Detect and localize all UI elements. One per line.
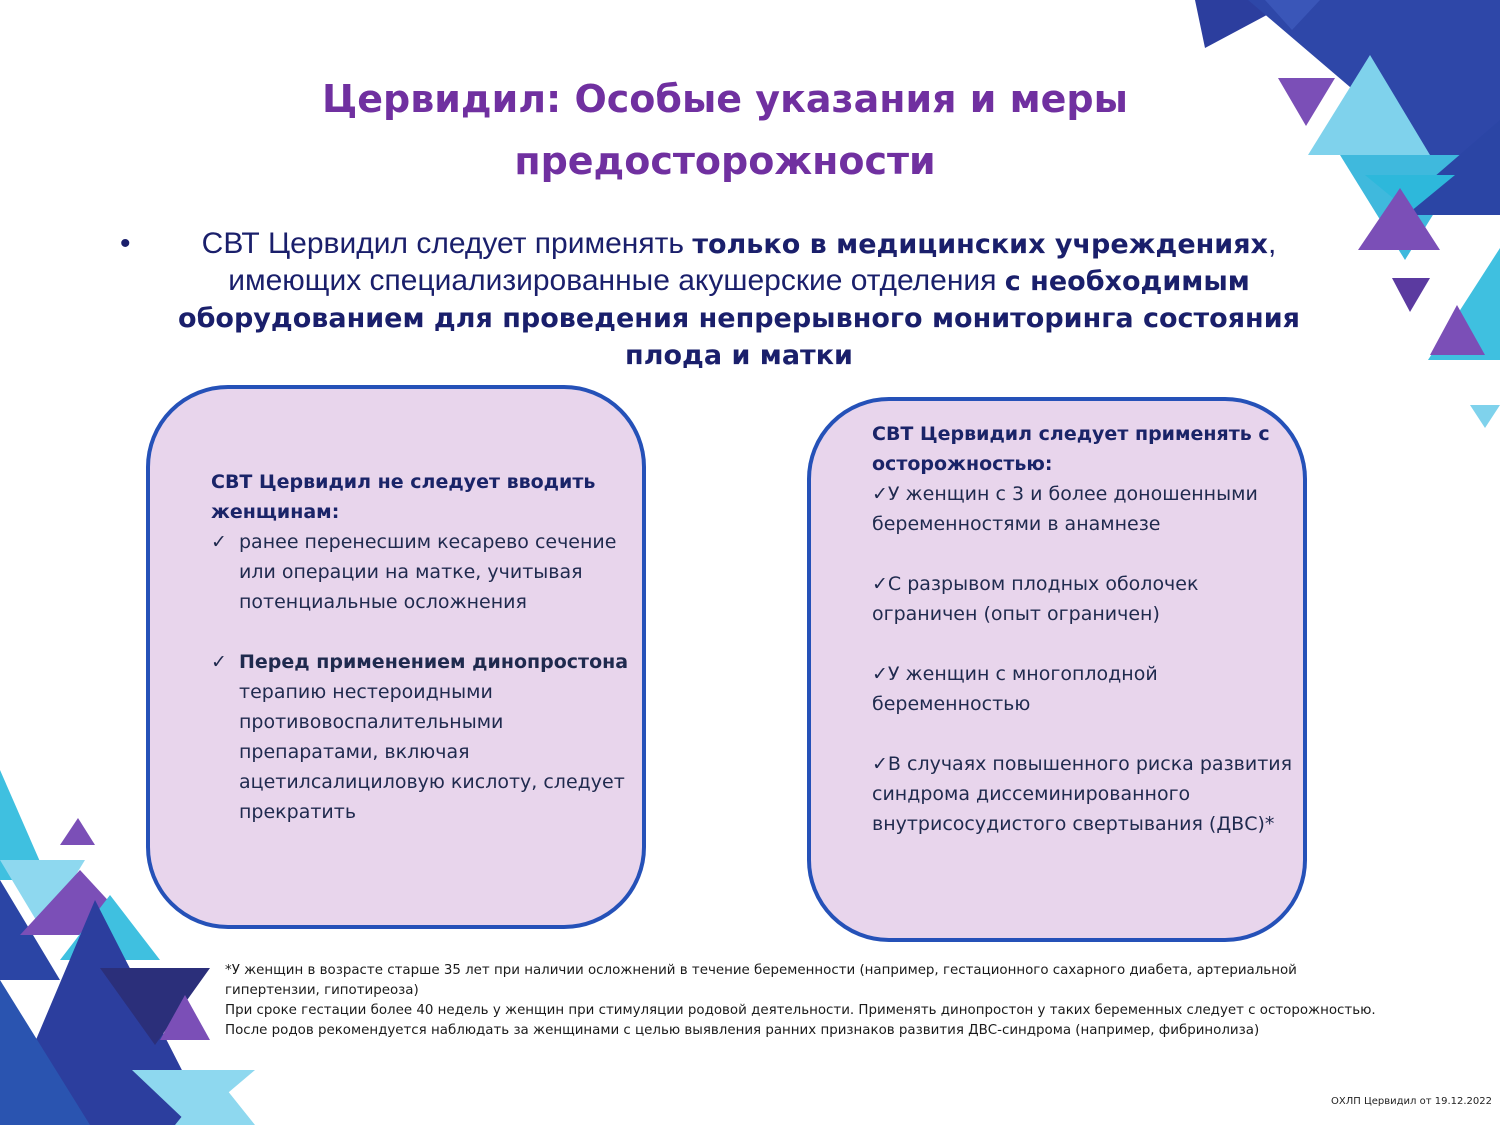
checkmark-icon: ✓	[211, 651, 227, 673]
list-item	[872, 749, 1302, 839]
lead-bold-part: только в медицинских учреждениях	[692, 229, 1268, 260]
list-item	[872, 479, 1302, 539]
caution-content	[872, 419, 1302, 839]
list-item-text: С разрывом плодных оболочек ограничен (опыт ограничен)	[872, 573, 1199, 625]
contraindications-heading: СВТ Цервидил не следует вводить женщинам:	[211, 471, 596, 523]
triangle-shape	[1278, 78, 1335, 126]
caution-box	[807, 397, 1307, 942]
list-item-bold: Перед применением динопростона	[239, 651, 629, 673]
list-item	[872, 569, 1302, 629]
list-item	[211, 527, 646, 617]
checkmark-icon: ✓	[872, 753, 888, 775]
triangle-shape	[1392, 278, 1430, 312]
footnote-line: *У женщин в возрасте старше 35 лет при наличии осложнений в течение беременности (например, гестационного сахарного диабета, артериальной гипертензии, гипотиреоза)	[225, 963, 1297, 998]
list-item	[872, 659, 1302, 719]
bullet-icon: •	[120, 227, 131, 260]
checkmark-icon: ✓	[872, 573, 888, 595]
list-item	[211, 647, 646, 827]
list-item-text: В случаях повышенного риска развития синдрома диссеминированного внутрисосудистого свертывания (ДВС)*	[872, 753, 1293, 835]
checkmark-icon: ✓	[872, 663, 888, 685]
list-item-text: У женщин с многоплодной беременностью	[872, 663, 1158, 715]
list-item-text: У женщин с 3 и более доношенными беременностями в анамнезе	[872, 483, 1258, 535]
lead-text-part: , имеющих специализированные акушерские отделения	[228, 227, 1277, 297]
checkmark-icon: ✓	[211, 531, 227, 553]
triangle-shape	[60, 818, 95, 845]
lead-text-part: СВТ Цервидил следует применять	[201, 227, 693, 260]
contraindications-box	[146, 385, 646, 929]
page-title: Цервидил: Особые указания и меры предосторожности	[322, 77, 1128, 183]
footnote	[225, 961, 1385, 1041]
list-item-text: терапию нестероидными противовоспалительными препаратами, включая ацетилсалициловую кислоту, следует прекратить	[239, 681, 625, 823]
footnote-line: После родов рекомендуется наблюдать за женщинами с целью выявления ранних признаков развития ДВС-синдрома (например, фибринолиза)	[225, 1023, 1260, 1038]
lead-text	[178, 226, 1300, 374]
lead-bold-part: с необходимым оборудованием для проведения непрерывного мониторинга состояния плода и матки	[178, 266, 1300, 371]
triangle-shape	[1470, 405, 1500, 428]
checkmark-icon: ✓	[872, 483, 888, 505]
source-reference: ОХЛП Цервидил от 19.12.2022	[1331, 1096, 1492, 1107]
caution-heading: СВТ Цервидил следует применять с осторожностью:	[872, 423, 1270, 475]
lead-paragraph	[120, 226, 1300, 374]
contraindications-content	[211, 467, 646, 827]
footnote-line: При сроке гестации более 40 недель у женщин при стимуляции родовой деятельности. Применять динопростон у таких беременных следует с осторожностью.	[225, 1003, 1376, 1018]
list-item-text: ранее перенесшим кесарево сечение или операции на матке, учитывая потенциальные осложнения	[239, 531, 617, 613]
